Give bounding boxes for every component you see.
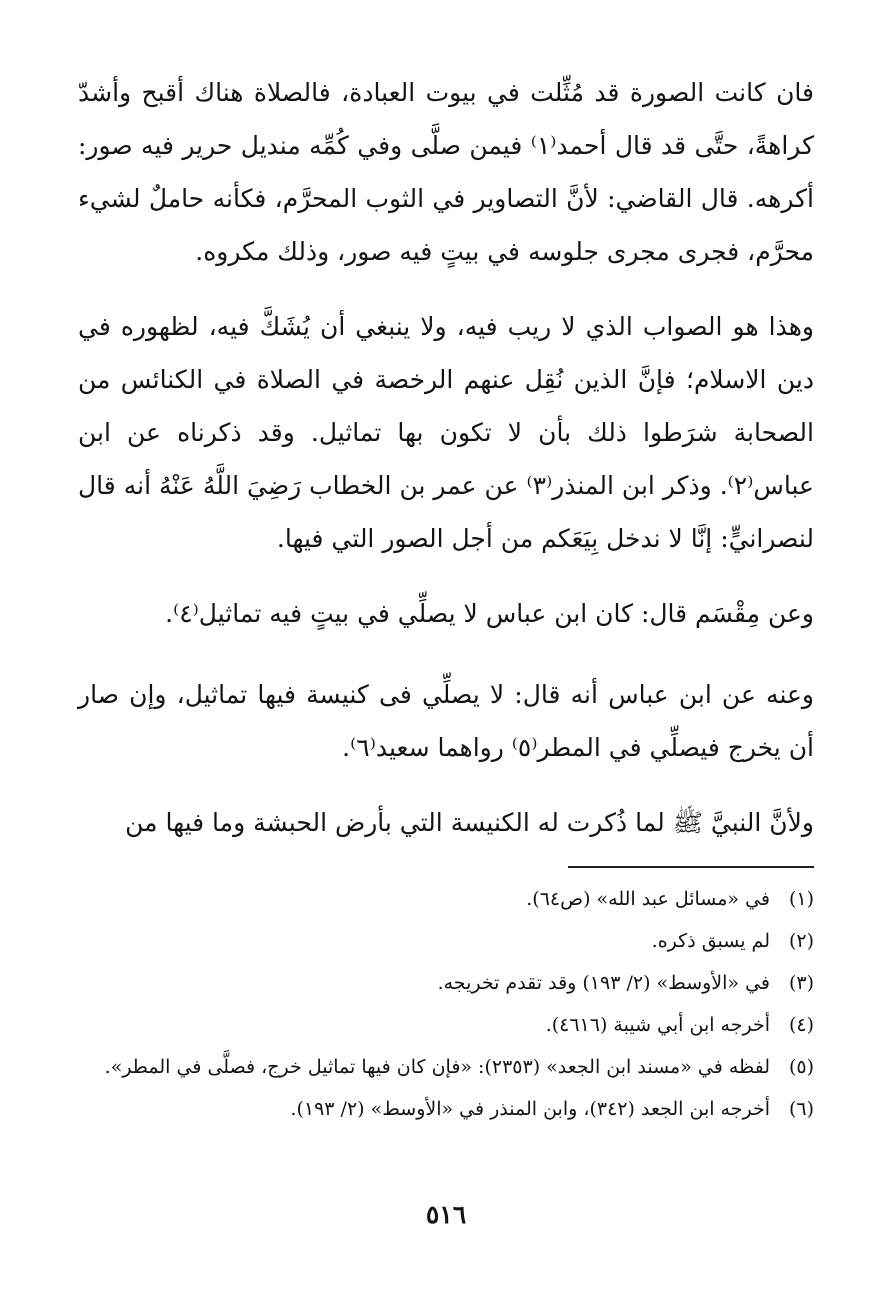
footnote-1 xyxy=(78,880,814,918)
footnote-text: لم يسبق ذكره. xyxy=(651,930,770,952)
book-page xyxy=(78,0,814,1290)
footnote-number: (٦) xyxy=(788,1098,814,1120)
footnote-5 xyxy=(78,1048,814,1086)
footnote-2 xyxy=(78,922,814,960)
paragraph-2: وهذا هو الصواب الذي لا ريب فيه، ولا ينبغي أن يُشَكَّ فيه، لظهوره في دين الاسلام؛ فإنَّ الذين نُقِل عنهم الرخصة في الصلاة في الكنائس من الصحابة شرَطوا ذلك بأن لا تكون بها تماثيل. وقد ذكرناه عن ابن عباس⁽٢⁾. وذكر ابن المنذر⁽٣⁾ عن عمر بن الخطاب رَضِيَ اللَّهُ عَنْهُ أنه قال لنصرانيٍّ: إنَّا لا ندخل بِيَعَكم من أجل الصور التي فيها. xyxy=(78,312,814,553)
footnote-number: (٣) xyxy=(788,972,814,994)
footnote-text: أخرجه ابن أبي شيبة (٤٦١٦). xyxy=(545,1014,770,1036)
paragraph-1: فان كانت الصورة قد مُثِّلت في بيوت العبادة، فالصلاة هناك أقبح وأشدّ كراهةً، حتَّى قد قال أحمد⁽١⁾ فيمن صلَّى وفي كُمِّه منديل حرير فيه صور: أكرهه. قال القاضي: لأنَّ التصاوير في الثوب المحرَّم، فكأنه حاملٌ لشيء محرَّم، فجرى مجرى جلوسه في بيتٍ فيه صور، وذلك مكروه. xyxy=(78,78,814,266)
footnote-number: (١) xyxy=(788,888,814,910)
footnote-number: (٢) xyxy=(788,930,814,952)
footnote-text: لفظه في «مسند ابن الجعد» (٢٣٥٣): «فإن كان فيها تماثيل خرج، فصلَّى في المطر». xyxy=(104,1056,770,1078)
footnote-text: في «الأوسط» (٢/ ١٩٣) وقد تقدم تخريجه. xyxy=(437,972,770,994)
footnote-3 xyxy=(78,964,814,1002)
footnote-number: (٥) xyxy=(788,1056,814,1078)
paragraph-4: وعنه عن ابن عباس أنه قال: لا يصلِّي فى كنيسة فيها تماثيل، وإن صار أن يخرج فيصلِّي في المطر⁽٥⁾ رواهما سعيد⁽٦⁾. xyxy=(78,680,814,762)
footnote-number: (٤) xyxy=(788,1014,814,1036)
footnote-text: أخرجه ابن الجعد (٣٤٢)، وابن المنذر في «الأوسط» (٢/ ١٩٣). xyxy=(290,1098,770,1120)
paragraph-3: وعن مِقْسَم قال: كان ابن عباس لا يصلِّي في بيتٍ فيه تماثيل⁽٤⁾. xyxy=(165,599,814,628)
footnotes-list xyxy=(78,880,814,1132)
main-text xyxy=(78,66,814,877)
footnote-4 xyxy=(78,1006,814,1044)
footnote-text: في «مسائل عبد الله» (ص٦٤). xyxy=(526,888,770,910)
footnote-6 xyxy=(78,1090,814,1128)
page-number: ٥١٦ xyxy=(425,1200,467,1229)
footnote-divider xyxy=(568,866,814,868)
paragraph-5: ولأنَّ النبيَّ ﷺ لما ذُكرت له الكنيسة التي بأرض الحبشة وما فيها من xyxy=(125,808,814,837)
